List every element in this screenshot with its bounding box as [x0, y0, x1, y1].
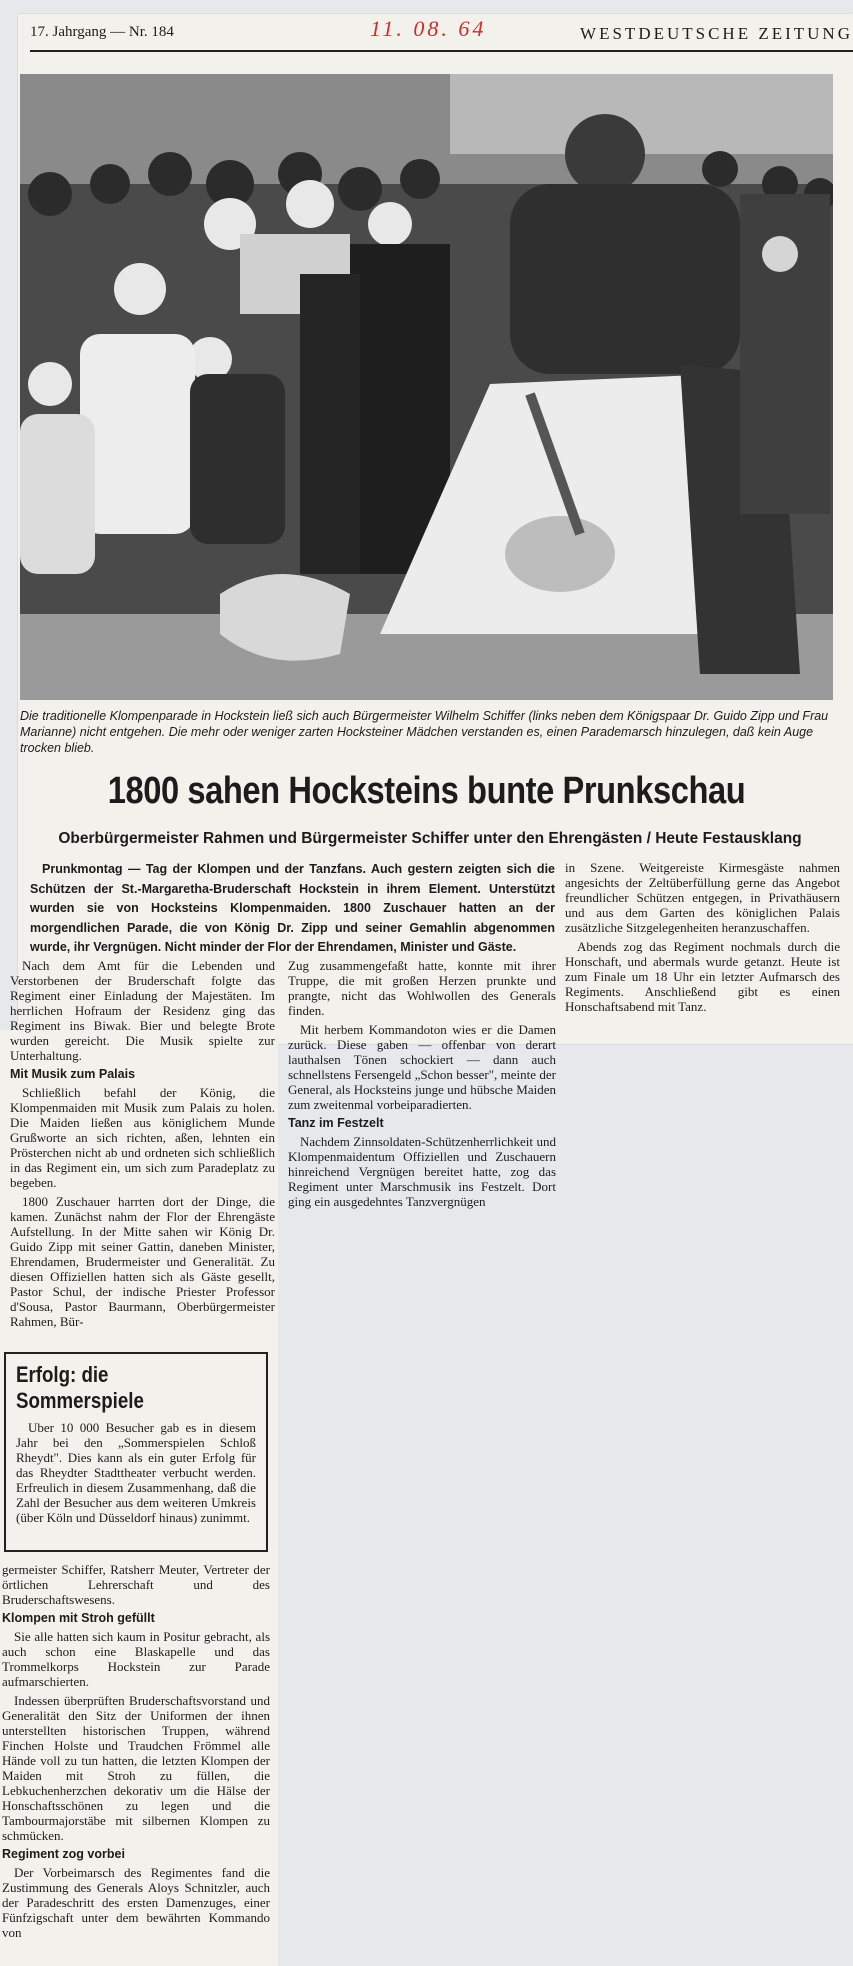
lead-paragraph: Prunkmontag — Tag der Klompen und der Tanzfans. Auch gestern zeigten sich die Schützen der St.-Margaretha-Bruderschaft Hockstein in ihrem Element. Unterstützt wurden sie von Hocksteins Klompenmaiden. 1800 Zuschauer hatten an der morgendlichen Parade, die von König Dr. Zipp und seiner Gemahlin abgenommen wurde, ihr Vergnügen. Nicht minder der Flor der Ehrendamen, Minister und Gäste. [30, 862, 555, 954]
paragraph: Indessen überprüften Bruderschaftsvorstand und Generalität den Sitz der Uniformen der ihnen unterstellten historischen Truppen, während Finchen Holste und Traudchen Frömmel alle Hände voll zu tun hatten, die letzten Klompen der Maiden mit Stroh zu füllen, die Lebkuchenherzchen dekorativ um die Hälse der Honschaftsschönen zu legen und die Tambourmajorstäbe mit silbernen Klompen zu schmücken. [2, 1693, 270, 1843]
paragraph: in Szene. Weitgereiste Kirmesgäste nahmen angesichts der Zeltüberfüllung gerne das Angebot freundlicher Schützen entgegen, in Privathäusern und aus dem Garten des königlichen Palais zusätzliche Sitzgelegenheiten heranzuschaffen. [565, 860, 840, 935]
paragraph: germeister Schiffer, Ratsherr Meuter, Vertreter der örtlichen Lehrerschaft und des Bruderschaftswesens. [2, 1562, 270, 1607]
column-3 [2, 1562, 270, 1944]
column-right [565, 860, 840, 1018]
box-title: Erfolg: die Sommerspiele [16, 1362, 144, 1413]
headline: 1800 sahen Hocksteins bunte Prunkschau [107, 770, 746, 812]
paragraph: Sie alle hatten sich kaum in Positur gebracht, als auch schon eine Blaskapelle und das Trommelkorps Hockstein zur Parade aufmarschierten. [2, 1629, 270, 1689]
masthead [30, 16, 853, 52]
paragraph: 1800 Zuschauer harrten dort der Dinge, die kamen. Zunächst nahm der Flor der Ehrengäste Aufstellung. In der Mitte sahen wir König Dr. Guido Zipp mit seiner Gattin, daneben Minister, Ehrendamen, Brudermeister und Generalität. Zu diesen Offiziellen hatten sich als Gäste gesellt, Pastor Schul, der indische Priester Professor d'Sousa, Pastor Baurmann, Oberbürgermeister Rahmen, Bür- [10, 1194, 275, 1329]
handwritten-date: 11. 08. 64 [370, 16, 487, 41]
paragraph: Zug zusammengefaßt hatte, konnte mit ihrer Truppe, die mit großen Herzen prunkte und prangte, nicht das Wohlwollen des Generals finden. [288, 958, 556, 1018]
parade-photo [20, 74, 833, 700]
issue-number: 17. Jahrgang — Nr. 184 [30, 24, 174, 40]
section-heading: Tanz im Festzelt [288, 1116, 384, 1130]
column-1 [10, 958, 275, 1333]
section-heading: Regiment zog vorbei [2, 1847, 125, 1861]
paragraph: Nach dem Amt für die Lebenden und Verstorbenen der Bruderschaft folgte das Regiment einer Einladung der Majestäten. Im herrlichen Hofraum der Residenz ging das Regiment ins Biwak. Bier und belegte Brote wurden gereicht. Die Musik spielte zur Unterhaltung. [10, 958, 275, 1063]
section-heading: Mit Musik zum Palais [10, 1067, 136, 1081]
paragraph: Mit herbem Kommandoton wies er die Damen zurück. Diese gaben — offenbar von derart lauthalsen Tönen schockiert — dann auch schnellstens Fersengeld „Schon besser", meinte der General, als Hocksteins junge und hübsche Maiden zum zweitenmal vorbeiparadierten. [288, 1022, 556, 1112]
subheadline: Oberbürgermeister Rahmen und Bürgermeister Schiffer unter den Ehrengästen / Heute Festausklang [58, 830, 802, 847]
newspaper-name: WESTDEUTSCHE ZEITUNG [580, 24, 853, 43]
column-2 [288, 958, 556, 1213]
section-heading: Klompen mit Stroh gefüllt [2, 1611, 155, 1625]
paragraph: Abends zog das Regiment nochmals durch die Honschaft, und abermals wurde getanzt. Heute ist zum Finale um 18 Uhr ein letzter Aufmarsch des Regiments. Anschließend gibt es einen Honschaftsabend mit Tanz. [565, 939, 840, 1014]
sidebar-box [4, 1352, 268, 1552]
paragraph: Schließlich befahl der König, die Klompenmaiden mit Musik zum Palais zu holen. Die Maiden ließen aus königlichem Munde Grußworte an sich richten, aßen, lehnten ein Prösterchen nicht ab und ordneten sich schließlich in das Regiment ein, um sich zum Paradeplatz zu begeben. [10, 1085, 275, 1190]
paragraph: Nachdem Zinnsoldaten-Schützenherrlichkeit und Klompenmaidentum Offiziellen und Zuschauern hinreichend Vergnügen bereitet hatte, zog das Regiment unter Marschmusik ins Festzelt. Dort ging ein ausgedehntes Tanzvergnügen [288, 1134, 556, 1209]
box-text: Uber 10 000 Besucher gab es in diesem Jahr bei den „Sommerspielen Schloß Rheydt". Dies kann als ein guter Erfolg für das Rheydter Stadttheater verbucht werden. Erfreulich in diesem Zusammenhang, daß die Zahl der Besucher aus dem weiteren Umkreis (über Köln und Düsseldorf hinaus) zunimmt. [16, 1420, 256, 1525]
paragraph: Der Vorbeimarsch des Regimentes fand die Zustimmung des Generals Aloys Schnitzler, auch der Paradeschritt des ersten Damenzuges, einer Fünfzigschaft unter dem bewährten Kommando von [2, 1865, 270, 1940]
photo-caption: Die traditionelle Klompenparade in Hockstein ließ sich auch Bürgermeister Wilhelm Schiffer (links neben dem Königspaar Dr. Guido Zipp und Frau Marianne) nicht entgehen. Die mehr oder weniger zarten Hocksteiner Mädchen verstanden es, einen Parademarsch hinzulegen, daß kein Auge trocken blieb. [20, 709, 829, 755]
